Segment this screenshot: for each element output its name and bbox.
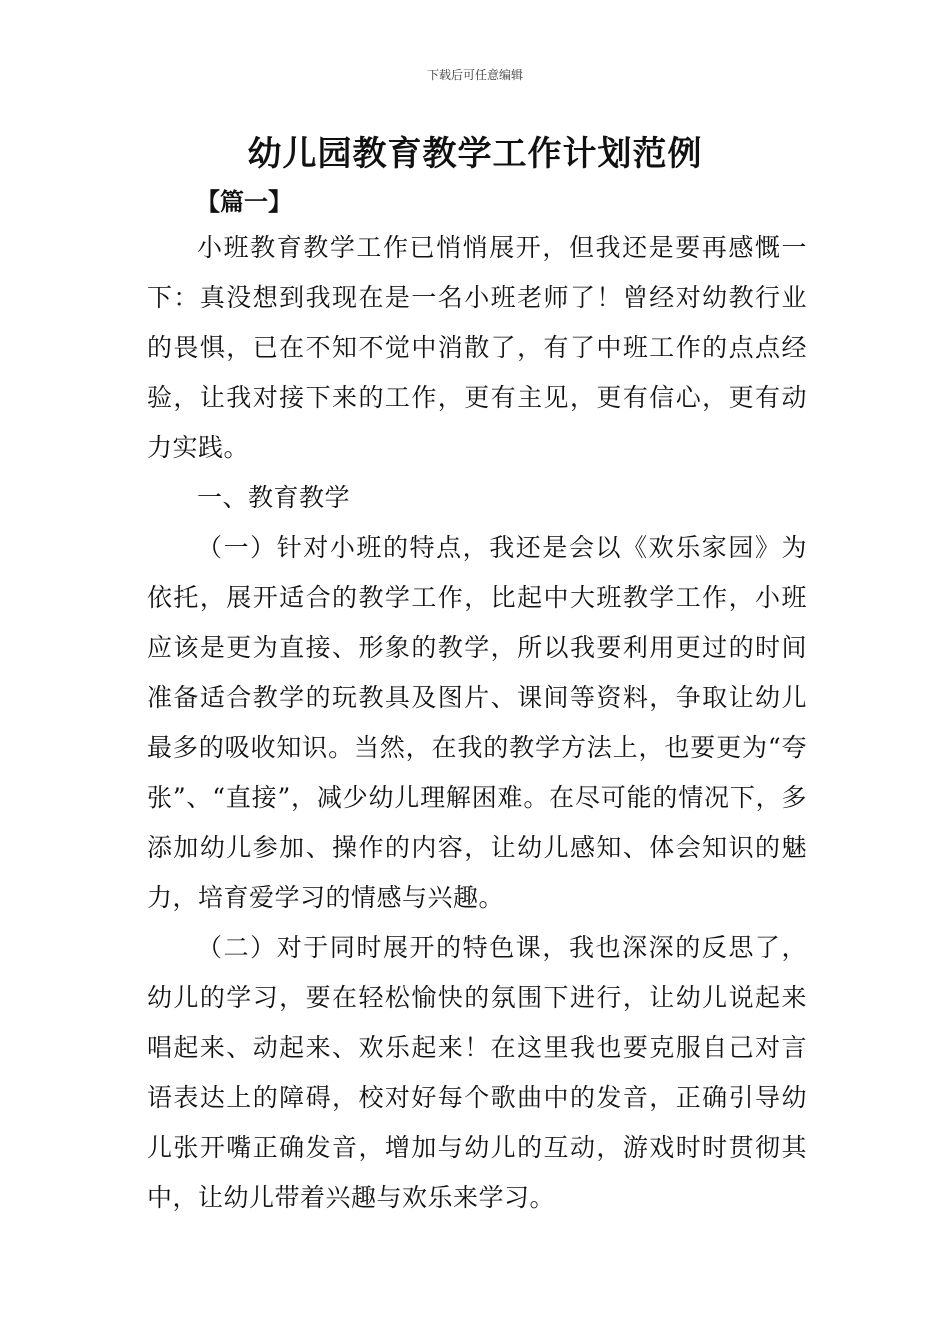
- item-paragraph-1: （一）针对小班的特点，我还是会以《欢乐家园》为依托，展开适合的教学工作，比起中大班教学工作，小班应该是更为直接、形象的教学，所以我要利用更过的时间准备适合教学的玩教具及图片、课间等资料，争取让幼儿最多的吸收知识。当然，在我的教学方法上，也要更为“夸张”、“直接”，减少幼儿理解困难。在尽可能的情况下，多添加幼儿参加、操作的内容，让幼儿感知、体会知识的魅力，培育爱学习的情感与兴趣。: [147, 533, 807, 912]
- page-header: 下载后可任意编辑: [426, 68, 523, 82]
- section-heading: 一、教育教学: [197, 483, 351, 512]
- intro-paragraph: 小班教育教学工作已悄悄展开，但我还是要再感慨一下：真没想到我现在是一名小班老师了！曾经对幼教行业的畏惧，已在不知不觉中消散了，有了中班工作的点点经验，让我对接下来的工作，更有主见，更有信心，更有动力实践。: [147, 233, 807, 462]
- section-label: 【篇一】: [196, 188, 292, 216]
- item-paragraph-2: （二）对于同时展开的特色课，我也深深的反思了，幼儿的学习，要在轻松愉快的氛围下进行，让幼儿说起来唱起来、动起来、欢乐起来！在这里我也要克服自己对言语表达上的障碍，校对好每个歌曲中的发音，正确引导幼儿张开嘴正确发音，增加与幼儿的互动，游戏时时贯彻其中，让幼儿带着兴趣与欢乐来学习。: [147, 933, 807, 1212]
- document-body: [147, 223, 807, 1223]
- document-title: 幼儿园教育教学工作计划范例: [247, 134, 703, 174]
